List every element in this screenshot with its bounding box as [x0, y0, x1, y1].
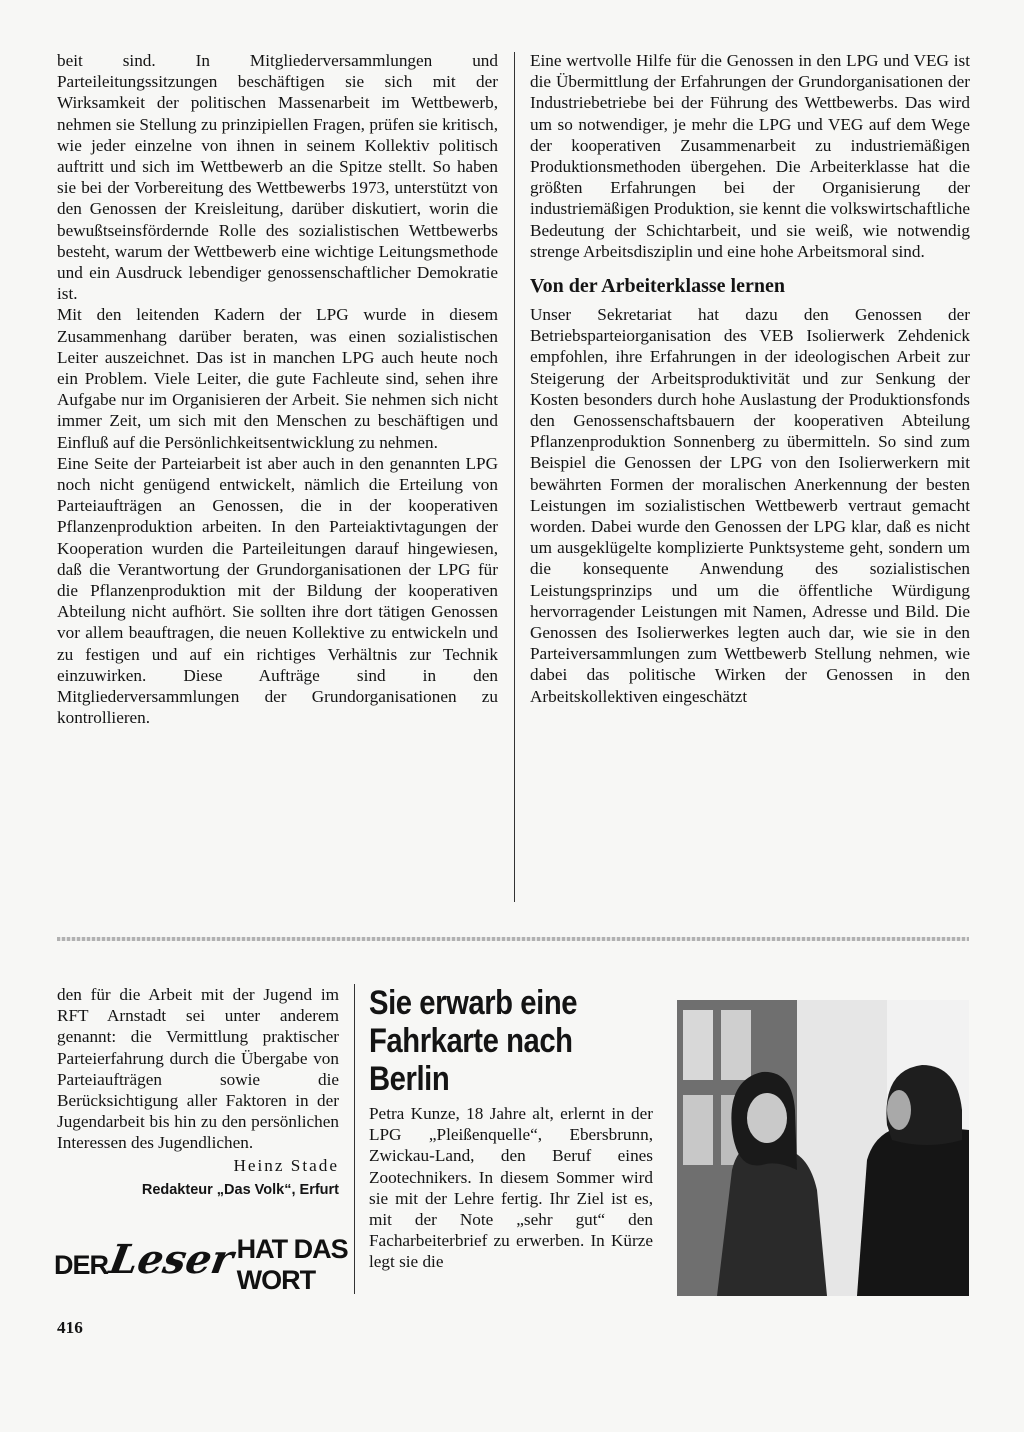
article-column-right	[530, 50, 970, 707]
rubric-title	[54, 1234, 354, 1295]
column-rule	[514, 52, 515, 902]
feature-headline: Sie erwarb eine Fahrkarte nach Berlin	[369, 984, 578, 1098]
article-paragraph: Eine Seite der Parteiarbeit ist aber auch in den genannten LPG noch nicht genügend entwickelt, nämlich die Erteilung von Parteiaufträgen an Genossen, die in der kooperativen Pflanzenproduktion arbeiten. In den Parteiaktivtagungen der Kooperation wurden die Parteileitungen darauf hingewiesen, daß die Verantwortung der Grundorganisationen der LPG für die Pflanzenproduktion mit der Bildung der kooperativen Abteilung nicht aufhört. Sie sollten ihre dort tätigen Genossen vor allem beauftragen, die neuen Kollektive zu entwickeln und zu festigen und auf ein richtiges Verhältnis zur Technik einzuwirken. Diese Aufträge sind in den Mitgliederversammlungen der Grundorganisationen zu kontrollieren.	[57, 453, 498, 728]
section-divider	[57, 937, 969, 941]
page-number: 416	[57, 1318, 83, 1337]
rubric-suffix: HAT DAS WORT	[236, 1234, 348, 1295]
reader-letter	[57, 984, 339, 1201]
article-column-left	[57, 50, 498, 729]
rubric-script-word: Leser	[105, 1235, 237, 1283]
rubric-prefix: DER	[54, 1249, 109, 1280]
letter-author-role: Redakteur „Das Volk“, Erfurt	[141, 1181, 339, 1198]
letter-author: Heinz Stade	[233, 1155, 339, 1175]
feature-photo	[677, 1000, 969, 1296]
photo-illustration	[677, 1000, 969, 1296]
article-paragraph: beit sind. In Mitgliederversammlungen und Parteileitungssitzungen beschäftigen sie sich mit der Wirksamkeit der politischen Massenarbeit im Wettbewerb, nehmen sie Stellung zu prinzipiellen Fragen, prüfen sie kritisch, wie jeder einzelne von ihnen in seinem Kollektiv politisch auftritt und sich im Wettbewerb an die Spitze stellt. So haben sie bei der Vorbereitung des Wettbewerbs 1973, unterstützt von den Genossen der Kreisleitung, darüber diskutiert, worin die bewußtseinsfördernde Rolle des sozialistischen Wettbewerbs besteht, warum der Wettbewerb eine wichtige Leitungsmethode und ein Ausdruck lebendiger genossenschaftlicher Demokratie ist.	[57, 51, 498, 304]
article-paragraph: Eine wertvolle Hilfe für die Genossen in den LPG und VEG ist die Übermittlung der Erfahrungen der Grundorganisationen der Industriebetriebe bei der Führung des Wettbewerbs. Das wird um so notwendiger, je mehr die LPG und VEG auf dem Wege der kooperativen Zusammenarbeit zu industriemäßigen Produktionsmethoden übergehen. Die Arbeiterklasse hat die größten Erfahrungen bei der Organisierung der industriemäßigen Produktion, sie kennt die volkswirtschaftliche Bedeutung der Schichtarbeit, und sie weiß, wie notwendig strenge Arbeitsdisziplin und eine hohe Arbeitsmoral sind.	[530, 51, 970, 261]
letter-body: den für die Arbeit mit der Jugend im RFT Arnstadt sei unter anderem genannt: die Vermittlung praktischer Parteierfahrung durch die Übergabe von Parteiaufträgen sowie die Berücksichtigung aller Faktoren in der Jugendarbeit bis hin zu den persönlichen Interessen des Jugendlichen.	[57, 985, 339, 1153]
article-paragraph: Unser Sekretariat hat dazu den Genossen der Betriebsparteiorganisation des VEB Isolierwerk Zehdenick empfohlen, ihre Erfahrungen in der ideologischen Arbeit zur Steigerung der Arbeitsproduktivität und zur Senkung der Kosten besonders durch hohe Auslastung der Produktionsfonds den Genossenschaftsbauern der kooperativen Abteilung Pflanzenproduktion Sonnenberg zu übermitteln. So sind zum Beispiel die Genossen der LPG von den Isolierwerkern mit bewährten Formen der moralischen Anerkennung der besten Leistungen im sozialistischen Wettbewerb vertraut gemacht worden. Dabei wurde den Genossen der LPG klar, daß es nicht um ausgeklügelte komplizierte Punktsysteme geht, sondern um die konsequente Anwendung des sozialistischen Leistungsprinzips und um die öffentliche Würdigung hervorragender Leistungen mit Namen, Adresse und Bild. Die Genossen des Isolierwerkes legten auch dar, wie sie in den Parteiversammlungen zum Wettbewerb Stellung nehmen, wie dabei das politische Wirken der Genossen in den Arbeitskollektiven eingeschätzt	[530, 305, 970, 706]
column-rule	[354, 984, 355, 1294]
article-paragraph: Mit den leitenden Kadern der LPG wurde in diesem Zusammenhang darüber beraten, was einen sozialistischen Leiter auszeichnet. Das ist in manchen LPG auch heute noch ein Problem. Viele Leiter, die gute Fachleute sind, sehen ihre Aufgabe nur im Organisieren der Arbeit. Sie nehmen sich nicht immer Zeit, um sich mit den Menschen zu beschäftigen und Einfluß auf die Persönlichkeitsentwicklung zu nehmen.	[57, 305, 498, 452]
feature-body: Petra Kunze, 18 Jahre alt, erlernt in der LPG „Pleißenquelle“, Ebersbrunn, Zwickau-Land, den Beruf eines Zootechnikers. In diesem Sommer wird sie mit der Lehre fertig. Ihr Ziel ist es, mit der Note „sehr gut“ den Facharbeiterbrief zu erwerben. In Kürze legt sie die	[369, 1104, 653, 1272]
section-subheading: Von der Arbeiterklasse lernen	[530, 275, 785, 298]
